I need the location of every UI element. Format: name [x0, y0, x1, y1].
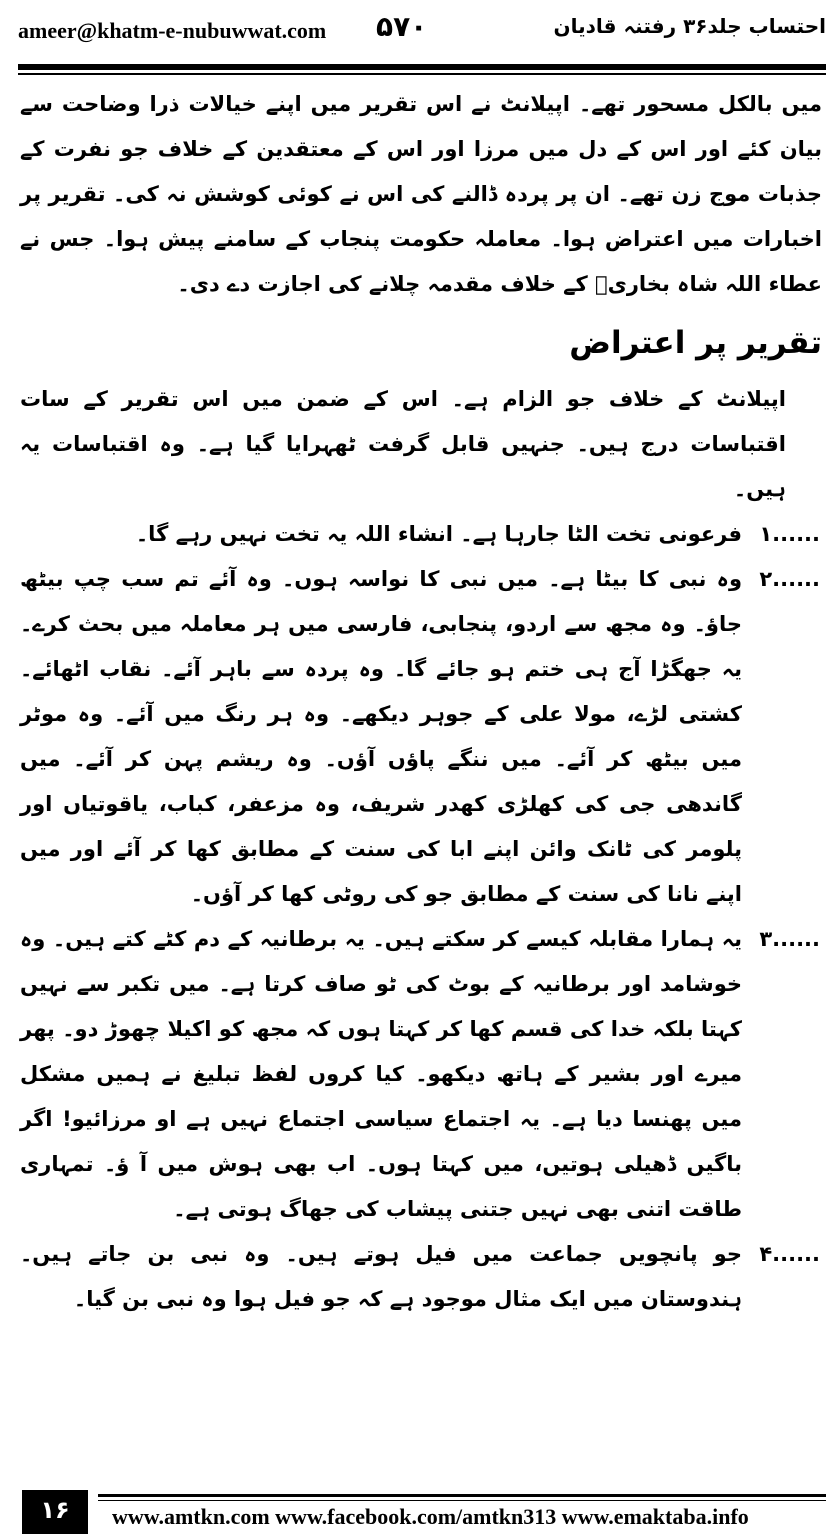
section-heading: تقریر پر اعتراض [569, 325, 822, 361]
page-footer [22, 1490, 826, 1534]
header-email: ameer@khatm-e-nubuwwat.com [18, 18, 327, 43]
page-body [20, 82, 822, 1322]
header-rule-thin [18, 73, 826, 75]
footer-rule [98, 1494, 826, 1497]
footer-urls[interactable]: www.amtkn.com www.facebook.com/amtkn313 www.emaktaba.info [112, 1504, 749, 1529]
quote-item-4 [20, 1232, 822, 1322]
footer-rule-thin [98, 1500, 826, 1501]
quote-number: ۴...... [759, 1242, 820, 1266]
quote-item-3 [20, 917, 822, 1232]
quote-item-1 [20, 512, 822, 557]
page-header [18, 8, 826, 52]
lead-paragraph: اپیلانٹ کے خلاف جو الزام ہے۔ اس کے ضمن میں اس تقریر کے سات اقتباسات درج ہیں۔ جنہیں قابل گرفت ٹھہرایا گیا ہے۔ وہ اقتباسات یہ ہیں۔ [20, 387, 786, 501]
header-page-number: ۵۷۰ [376, 10, 428, 43]
footer-page-number: ۱۶ [22, 1490, 88, 1534]
quote-text: یہ ہمارا مقابلہ کیسے کر سکتے ہیں۔ یہ برطانیہ کے دم کٹے کتے ہیں۔ وہ خوشامد اور برطانیہ کے بوٹ کی ٹو صاف کرتا ہے۔ میں تکبر سے نہیں کہتا بلکہ خدا کی قسم کھا کر کہتا ہوں کہ مجھ کو اکیلا چھوڑ دو۔ پھر میرے اور بشیر کے ہاتھ دیکھو۔ کیا کروں لفظ تبلیغ نے ہمیں مشکل میں پھنسا دیا ہے۔ یہ اجتماع سیاسی اجتماع نہیں ہے او مرزائیو! اگر باگیں ڈھیلی ہوتیں، میں کہتا ہوں۔ اب بھی ہوش میں آ ؤ۔ تمہاری طاقت اتنی بھی نہیں جتنی پیشاب کی جھاگ ہوتی ہے۔ [20, 927, 742, 1221]
quote-number: ۲...... [759, 567, 820, 591]
quote-text: فرعونی تخت الٹا جارہا ہے۔ انشاء اللہ یہ تخت نہیں رہے گا۔ [135, 522, 742, 546]
quote-number: ۱...... [759, 522, 820, 546]
quote-text: جو پانچویں جماعت میں فیل ہوتے ہیں۔ وہ نبی بن جاتے ہیں۔ ہندوستان میں ایک مثال موجود ہے کہ جو فیل ہوا وہ نبی بن گیا۔ [20, 1242, 742, 1311]
header-book-title: احتساب جلد۳۶ رفتنہ قادیان [553, 14, 826, 38]
header-rule-thick [18, 64, 826, 70]
intro-paragraph: میں بالکل مسحور تھے۔ اپیلانٹ نے اس تقریر میں اپنے خیالات ذرا وضاحت سے بیان کئے اور اس کے دل میں مرزا اور اس کے معتقدین کے خلاف جو نفرت کے جذبات موج زن تھے۔ ان پر پردہ ڈالنے کی اس نے کوئی کوشش نہ کی۔ تقریر پر اخبارات میں اعتراض ہوا۔ معاملہ حکومت پنجاب کے سامنے پیش ہوا۔ جس نے عطاء اللہ شاہ بخاریؒ کے خلاف مقدمہ چلانے کی اجازت دے دی۔ [20, 92, 822, 296]
quote-item-2 [20, 557, 822, 917]
quote-text: وہ نبی کا بیٹا ہے۔ میں نبی کا نواسہ ہوں۔ وہ آئے تم سب چپ بیٹھ جاؤ۔ وہ مجھ سے اردو، پنجابی، فارسی میں ہر معاملہ میں بحث کرے۔ یہ جھگڑا آج ہی ختم ہو جائے گا۔ وہ پردہ سے باہر آئے۔ نقاب اٹھائے۔ کشتی لڑے، مولا علی کے جوہر دیکھے۔ وہ ہر رنگ میں آئے۔ وہ موٹر میں بیٹھ کر آئے۔ میں ننگے پاؤں آؤں۔ وہ ریشم پہن کر آئے۔ میں گاندھی جی کی کھلڑی کھدر شریف، وہ مزعفر، کباب، یاقوتیاں اور پلومر کی ٹانک وائن اپنے ابا کی سنت کے مطابق کھا کر آئے اور میں اپنے نانا کی سنت کے مطابق جو کی روٹی کھا کر آؤں۔ [20, 567, 742, 906]
quote-number: ۳...... [759, 927, 820, 951]
